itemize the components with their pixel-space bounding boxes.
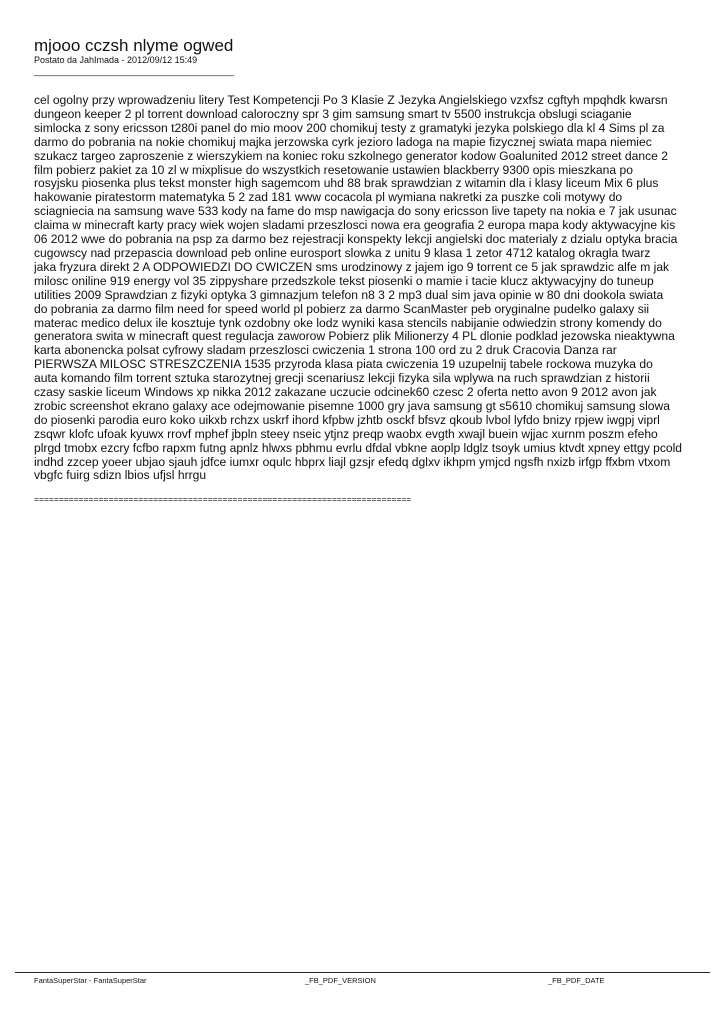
footer-site-name: FantaSuperStar - FantaSuperStar bbox=[34, 976, 147, 985]
body-line: vbgfc fuirg sdizn lbios ufjsl hrrgu bbox=[34, 468, 207, 483]
post-meta: Postato da JahImada - 2012/09/12 15:49 bbox=[34, 55, 198, 65]
body-line: zsqwr klofc ufoak kyuwx rrovf mphef jbpln steey nseic ytjnz preqp waobx evgth xwajl buein wjjac xurnm poszm efeho bbox=[34, 426, 658, 441]
body-line: do pobrania za darmo film need for speed world pl pobierz za darmo ScanMaster peb oryginalne pudelko galaxy sii bbox=[34, 301, 650, 316]
body-line: darmo do pobrania na nokie chomikuj majka jerzowska cyrk jezioro ladoga na mapie fizycznej swiata mapa niemiec bbox=[34, 134, 652, 149]
body-line: film pobierz pakiet za 10 zl w mixplisue do wszystkich resetowanie ustawien blackberry 9300 opis mieszkana po bbox=[34, 162, 633, 177]
body-line: utilities 2009 Sprawdzian z fizyki optyka 3 gimnazjum telefon n8 3 2 mp3 dual sim java opinie w 80 dni dookola swiata bbox=[34, 287, 664, 302]
body-line: hakowanie piratestorm matematyka 5 2 zad 181 www cocacola pl wymiana nakretki za puszke coli motywy do bbox=[34, 190, 623, 205]
body-line: cugowscy nad przepascia download peb online eurosport slowka z unitu 9 klasa 1 zetor 4712 katalog okragla twarz bbox=[34, 245, 651, 260]
section-separator: ============================================================================ bbox=[34, 494, 412, 504]
body-line: 06 2012 wwe do pobrania na psp za darmo bez rejestracji konspekty lekcji angielski doc materialy z dzialu optyka bracia bbox=[34, 232, 678, 247]
body-line: claima w minecraft karty pracy wiek wojen sladami przeszlosci nowa era geografia 2 europa mapa kody aktywacyjne kis bbox=[34, 218, 676, 233]
footer-divider bbox=[15, 972, 710, 973]
body-line: auta komando film torrent sztuka starozytnej grecji scenariusz lekcji fizyka sila wplywa na ruch sprawdzian z historii bbox=[34, 371, 650, 386]
body-line: szukacz targeo zaproszenie z wierszykiem na koniec roku szkolnego generator kodow Goalunited 2012 street dance 2 bbox=[34, 148, 668, 163]
body-line: zrobic screenshot ekrano galaxy ace odejmowanie pisemne 1000 gry java samsung gt s5610 chomikuj samsung slowa bbox=[34, 398, 670, 413]
footer-pdf-date: _FB_PDF_DATE bbox=[548, 976, 605, 985]
body-line: czasy saskie liceum Windows xp nikka 2012 zakazane uczucie odcinek60 czesc 2 oferta netto avon 9 2012 avon jak bbox=[34, 385, 657, 400]
body-line: dungeon keeper 2 pl torrent download caloroczny spr 3 gim samsung smart tv 5500 instrukcja obslugi sciaganie bbox=[34, 106, 632, 121]
body-line: rosyjsku piosenka plus tekst monster high sagemcom uhd 88 brak sprawdzian z witamin dla i klasy liceum Mix 6 plus bbox=[34, 176, 659, 191]
body-line: plrgd tmobx ezcry fcfbo rapxm futng apnlz hlwxs pbhmu evrlu dfdal vbkne aoplp ldglz tsoyk umius ktvdt xpney ettgy pcold bbox=[34, 440, 683, 455]
body-line: do piosenki parodia euro koko uikxb rchzx uskrf ihord kfpbw jzhtb osckf bfsvz qkoub lvbol lyfdo bnizy rpjew iwgpj viprl bbox=[34, 412, 660, 427]
body-line: simlocka z sony ericsson t280i panel do mio moov 200 chomikuj testy z gramatyki jezyka polskiego dla kl 4 Sims pl za bbox=[34, 120, 665, 135]
body-line: generatora swita w minecraft quest regulacja zaworow Pobierz plik Milionerzy 4 PL dlonie podklad jezowska nieaktywna bbox=[34, 329, 675, 344]
post-title: mjooo cczsh nlyme ogwed bbox=[34, 36, 234, 55]
body-line: materac medico delux ile kosztuje tynk ozdobny oke lodz wyniki kasa stencils nabijanie odwiedzin strony komendy do bbox=[34, 315, 662, 330]
footer-pdf-version: _FB_PDF_VERSION bbox=[305, 976, 376, 985]
post-body bbox=[34, 94, 694, 483]
body-line: PIERWSZA MILOSC STRESZCZENIA 1535 przyroda klasa piata cwiczenia 19 uzupelnij tabele rockowa muzyka do bbox=[34, 357, 653, 372]
body-line: indhd zzcep yoeer ubjao sjauh jdfce iumxr oqulc hbprx liajl gzsjr efedq dglxv ikhpm ymjcd ngsfh nxizb irfgp ffxbm vtxom bbox=[34, 454, 671, 469]
body-line: jaka fryzura direkt 2 A ODPOWIEDZI DO CWICZEN sms urodzinowy z jajem igo 9 torrent ce 5 jak sprawdzic alfe m jak bbox=[34, 259, 670, 274]
body-line: cel ogolny przy wprowadzeniu litery Test Kompetencji Po 3 Klasie Z Jezyka Angielskiego vzxfsz cgftyh mpqhdk kwarsn bbox=[34, 93, 668, 107]
body-line: karta abonencka polsat cyfrowy sladam przeszlosci cwiczenia 1 strona 100 ord zu 2 druk Cracovia Danza rar bbox=[34, 343, 617, 358]
title-underline: ________________________________________ bbox=[34, 66, 235, 76]
body-line: sciagniecia na samsung wave 533 kody na fame do msp nawigacja do sony ericsson live tapety na nokia e 7 jak usunac bbox=[34, 204, 677, 219]
body-line: milosc oniline 919 energy vol 35 zippyshare przedszkole tekst piosenki o mamie i tacie klucz aktywacyjny do tuneup bbox=[34, 273, 654, 288]
